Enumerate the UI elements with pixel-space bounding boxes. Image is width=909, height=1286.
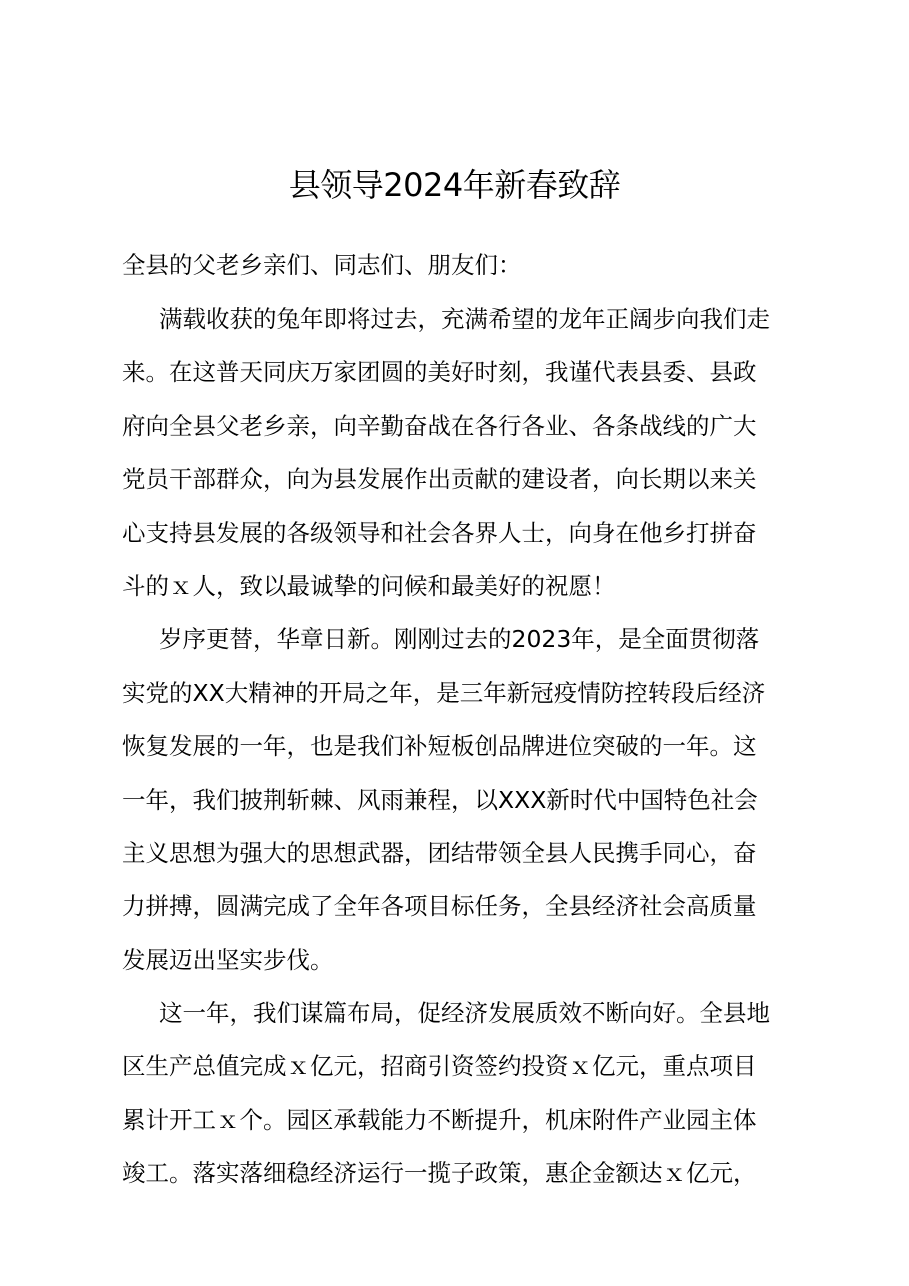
paragraph-line: 恢复发展的一年，也是我们补短板创品牌进位突破的一年。这	[122, 732, 757, 761]
paragraph-3	[122, 991, 802, 1195]
paragraph-line: 府向全县父老乡亲，向辛勤奋战在各行各业、各条战线的广大	[122, 411, 757, 440]
document-title: 县领导2024年新春致辞	[288, 166, 621, 204]
salutation	[122, 243, 802, 287]
paragraph-1	[122, 297, 802, 608]
paragraph-line: 满载收获的兔年即将过去，充满希望的龙年正阔步向我们走	[159, 305, 770, 333]
paragraph-line: 力拼搏，圆满完成了全年各项目标任务，全县经济社会高质量	[122, 892, 757, 921]
document-body	[122, 243, 802, 1205]
paragraph-line: 斗的ｘ人，致以最诚挚的问候和最美好的祝愿！	[122, 571, 616, 600]
paragraph-line: 累计开工ｘ个。园区承载能力不断提升，机床附件产业园主体	[122, 1105, 757, 1134]
paragraph-line: 实党的XX大精神的开局之年，是三年新冠疫情防控转段后经济	[122, 678, 766, 707]
paragraph-line: 发展迈出坚实步伐。	[122, 945, 334, 974]
paragraph-line: 区生产总值完成ｘ亿元，招商引资签约投资ｘ亿元，重点项目	[122, 1052, 757, 1081]
salutation-line: 全县的父老乡亲们、同志们、朋友们：	[122, 251, 522, 279]
paragraph-line: 主义思想为强大的思想武器，团结带领全县人民携手同心，奋	[122, 838, 757, 867]
paragraph-line: 心支持县发展的各级领导和社会各界人士，向身在他乡打拼奋	[122, 518, 757, 547]
paragraph-line: 这一年，我们谋篇布局，促经济发展质效不断向好。全县地	[159, 999, 770, 1028]
paragraph-line: 一年，我们披荆斩棘、风雨兼程，以XXX新时代中国特色社会	[122, 785, 758, 814]
paragraph-2	[122, 617, 802, 981]
paragraph-line: 竣工。落实落细稳经济运行一揽子政策，惠企金额达ｘ亿元，	[122, 1159, 757, 1188]
paragraph-line: 党员干部群众，向为县发展作出贡献的建设者，向长期以来关	[122, 465, 757, 494]
paragraph-line: 岁序更替，华章日新。刚刚过去的2023年，是全面贯彻落	[159, 625, 760, 654]
paragraph-line: 来。在这普天同庆万家团圆的美好时刻，我谨代表县委、县政	[122, 358, 757, 387]
